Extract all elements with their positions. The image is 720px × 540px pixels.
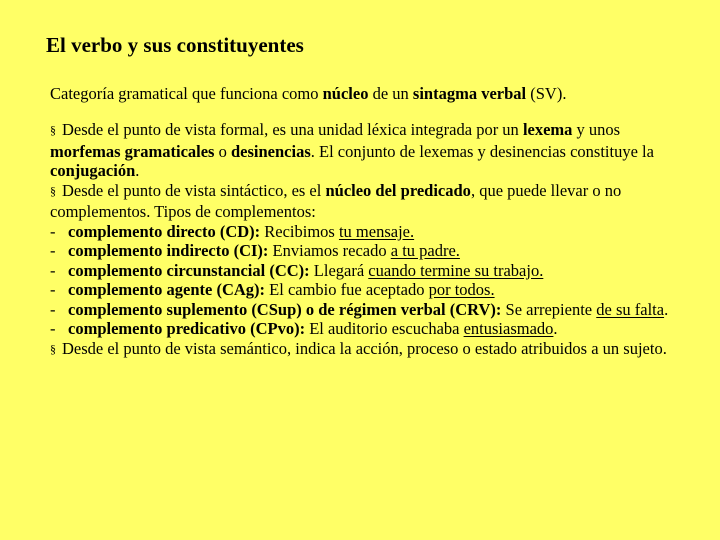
intro-text-mid: de un: [368, 84, 413, 103]
intro-bold-sintagma: sintagma verbal: [412, 84, 527, 103]
slide-title: El verbo y sus constituyentes: [46, 33, 304, 57]
complement-item: - complemento indirecto (CI): Enviamos recado a tu padre.: [50, 241, 460, 260]
complement-item: - complemento directo (CD): Recibimos tu mensaje.: [50, 221, 415, 241]
intro-text-post: (SV).: [526, 84, 567, 103]
point-sintactico: § Desde el punto de vista sintáctico, es el núcleo del predicado, que puede llevar o no complementos. Tipos de complementos:: [50, 180, 622, 221]
body-text: [50, 120, 690, 360]
complement-item: - complemento suplemento (CSup) o de régimen verbal (CRV): Se arrepiente de su falta.: [50, 299, 669, 319]
intro-bold-nucleo: núcleo: [322, 84, 369, 103]
complement-item: - complemento circunstancial (CC): Llegará cuando termine su trabajo.: [50, 260, 544, 280]
intro-definition: [50, 84, 690, 104]
point-formal: § Desde el punto de vista formal, es una unidad léxica integrada por un lexema y unos morfemas gramaticales o desinencias. El conjunto de lexemas y desinencias constituye la conjugación.: [50, 120, 654, 180]
complement-item: - complemento predicativo (CPvo): El auditorio escuchaba entusiasmado.: [50, 319, 558, 338]
bullet-icon: §: [50, 123, 56, 137]
intro-text: Categoría gramatical que funciona como: [50, 84, 323, 103]
point-semantico: § Desde el punto de vista semántico, indica la acción, proceso o estado atribuidos a un sujeto.: [50, 338, 667, 358]
bullet-icon: §: [50, 341, 56, 356]
bullet-icon: §: [50, 183, 56, 198]
complement-item: - complemento agente (CAg): El cambio fue aceptado por todos.: [50, 280, 495, 299]
